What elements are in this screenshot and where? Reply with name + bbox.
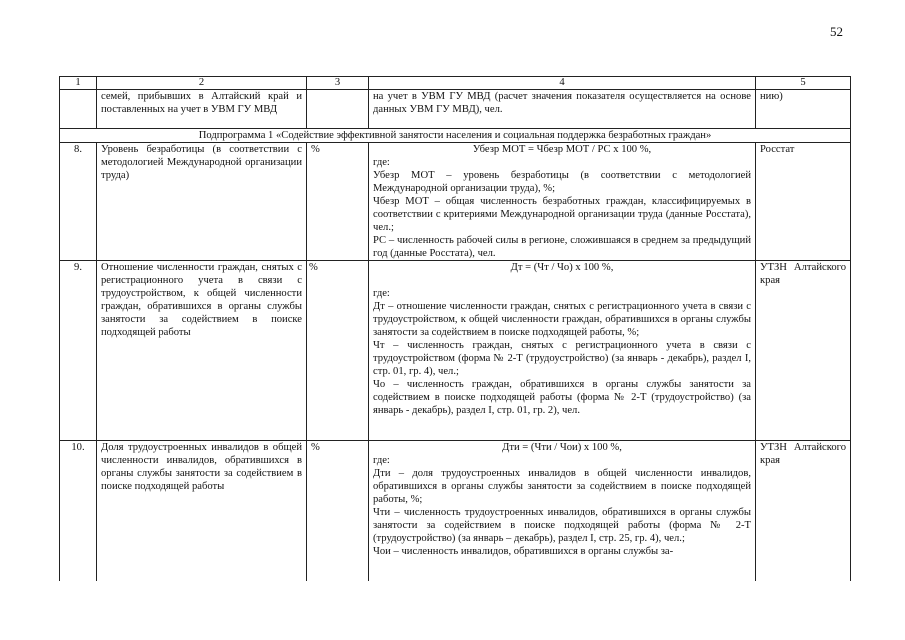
row-number: 8.	[60, 143, 97, 261]
indicator-formula: Дти = (Чти / Чои) х 100 %,	[502, 442, 622, 453]
formula-where: где:	[373, 157, 390, 168]
page-number: 52	[830, 24, 843, 39]
table-row	[60, 143, 851, 261]
indicator-name: Доля трудоустроенных инвалидов в общей численности инвалидов, обратившихся в органы службы занятости за содействием в поиске подходящей работы	[97, 441, 307, 581]
continued-row-method: на учет в УВМ ГУ МВД (расчет значения показателя осуществляется на основе данных УВМ ГУ МВД), чел.	[369, 90, 756, 129]
continued-row-name: семей, прибывших в Алтайский край и поставленных на учет в УВМ ГУ МВД	[97, 90, 307, 129]
indicator-formula: Убезр МОТ = Чбезр МОТ / РС х 100 %,	[472, 144, 652, 155]
column-number-5: 5	[756, 77, 851, 90]
column-number-1: 1	[60, 77, 97, 90]
continued-row	[60, 90, 851, 129]
formula-where: где:	[373, 455, 390, 466]
column-number-row	[60, 77, 851, 90]
continued-row-source: нию)	[756, 90, 851, 129]
formula-definition: Чт – численность граждан, снятых с регистрационного учета в связи с трудоустройством (форма № 2-Т (трудоустройство) (за январь - декабрь), раздел I, стр. 01, гр. 4), чел.;	[373, 340, 751, 377]
formula-definition: Убезр МОТ – уровень безработицы (в соответствии с методологией Международной организации труда), %;	[373, 170, 751, 194]
column-number-3: 3	[307, 77, 369, 90]
table-row	[60, 261, 851, 441]
subprogram-row	[60, 129, 851, 143]
formula-definition: Дти – доля трудоустроенных инвалидов в общей численности инвалидов, обратившихся в органы службы занятости за содействием в поиске подходящей работы, %;	[373, 468, 751, 505]
data-source: УТЗН Алтайского края	[756, 261, 851, 441]
formula-definition: Дт – отношение численности граждан, снятых с регистрационного учета в связи с трудоустройством, к общей численности граждан, обратившихся в органы службы занятости за содействием в поиске подходящей работы, %;	[373, 301, 751, 338]
subprogram-title: Подпрограмма 1 «Содействие эффективной занятости населения и социальная поддержка безработных граждан»	[60, 129, 851, 143]
formula-where: где:	[373, 288, 390, 299]
data-source: Росстат	[756, 143, 851, 261]
indicator-unit: %	[307, 441, 369, 581]
column-number-4: 4	[369, 77, 756, 90]
column-number-2: 2	[97, 77, 307, 90]
indicator-method	[369, 441, 756, 581]
data-source: УТЗН Алтайского края	[756, 441, 851, 581]
formula-definition: РС – численность рабочей силы в регионе, сложившаяся в среднем за предыдущий год (данные Росстата), чел.	[373, 235, 751, 259]
table-row	[60, 441, 851, 581]
indicator-method	[369, 261, 756, 441]
formula-definition: Чои – численность инвалидов, обратившихся в органы службы за-	[373, 546, 674, 557]
indicator-formula: Дт = (Чт / Чо) х 100 %,	[510, 262, 614, 273]
row-number: 10.	[60, 441, 97, 581]
continued-row-num	[60, 90, 97, 129]
formula-definition: Чти – численность трудоустроенных инвалидов, обратившихся в органы службы занятости за содействием в поиске подходящей работы (форма № 2-Т (трудоустройство) (за январь – декабрь), раздел I, стр. 25, гр. 4), чел.;	[373, 507, 751, 544]
continued-row-unit	[307, 90, 369, 129]
formula-definition: Чо – численность граждан, обратившихся в органы службы занятости за содействием в поиске подходящей работы (форма № 2-Т (трудоустройство) (за январь - декабрь), раздел I, стр. 01, гр. 2), чел.	[373, 379, 751, 416]
indicators-table	[59, 76, 851, 581]
row-number: 9.	[60, 261, 97, 441]
indicator-unit: %	[307, 261, 369, 441]
indicator-name: Отношение численности граждан, снятых с регистрационного учета в связи с трудоустройством, к общей численности граждан, обратившихся в органы службы занятости за содействием в поиске подходящей работы	[97, 261, 307, 441]
indicator-method	[369, 143, 756, 261]
indicator-unit: %	[307, 143, 369, 261]
formula-definition: Чбезр МОТ – общая численность безработных граждан, классифицируемых в соответствии с критериями Международной организации труда (данные Росстата), чел.;	[373, 196, 751, 233]
indicator-name: Уровень безработицы (в соответствии с методологией Международной организации труда)	[97, 143, 307, 261]
